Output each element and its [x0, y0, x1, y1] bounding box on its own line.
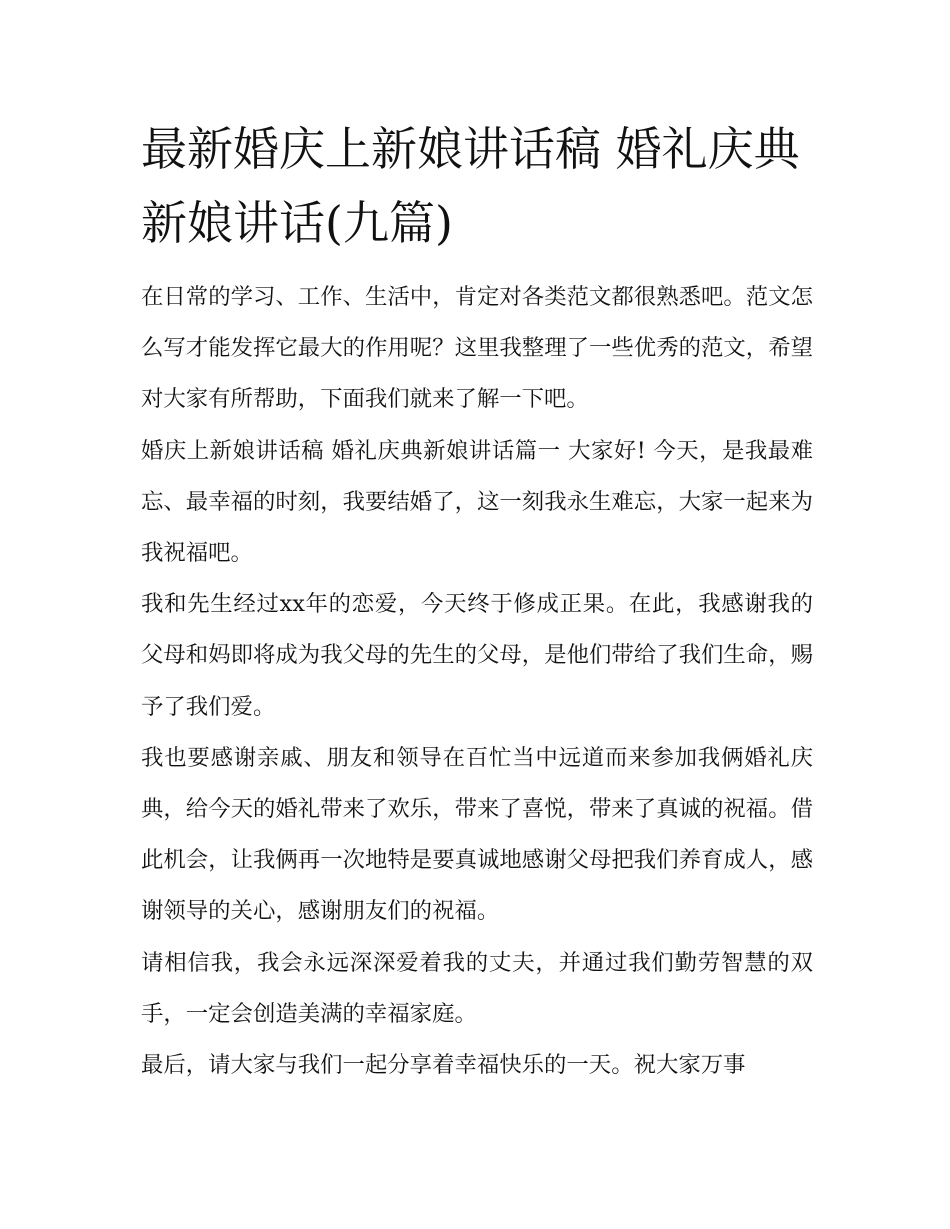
paragraph-intro: 在日常的学习、工作、生活中，肯定对各类范文都很熟悉吧。范文怎么写才能发挥它最大的作用呢？这里我整理了一些优秀的范文，希望对大家有所帮助，下面我们就来了解一下吧。	[141, 284, 813, 413]
document-content	[141, 112, 813, 1091]
document-title: 最新婚庆上新娘讲话稿 婚礼庆典新娘讲话(九篇)	[141, 122, 800, 250]
paragraph-closing: 最后，请大家与我们一起分享着幸福快乐的一天。祝大家万事	[141, 1052, 746, 1079]
document-body	[141, 272, 813, 1091]
paragraph-thanks-parents: 我和先生经过xx年的恋爱，今天终于修成正果。在此，我感谢我的父母和妈即将成为我父母的先生的父母，是他们带给了我们生命，赐予了我们爱。	[141, 591, 813, 720]
paragraph-promise: 请相信我，我会永远深深爱着我的丈夫，并通过我们勤劳智慧的双手，一定会创造美满的幸福家庭。	[141, 949, 813, 1027]
paragraph-thanks-guests: 我也要感谢亲戚、朋友和领导在百忙当中远道而来参加我俩婚礼庆典，给今天的婚礼带来了欢乐，带来了喜悦，带来了真诚的祝福。借此机会，让我俩再一次地特是要真诚地感谢父母把我们养育成人，感谢领导的关心，感谢朋友们的祝福。	[141, 744, 813, 925]
paragraph-greeting: 婚庆上新娘讲话稿 婚礼庆典新娘讲话篇一 大家好! 今天，是我最难忘、最幸福的时刻，我要结婚了，这一刻我永生难忘，大家一起来为我祝福吧。	[141, 437, 813, 567]
